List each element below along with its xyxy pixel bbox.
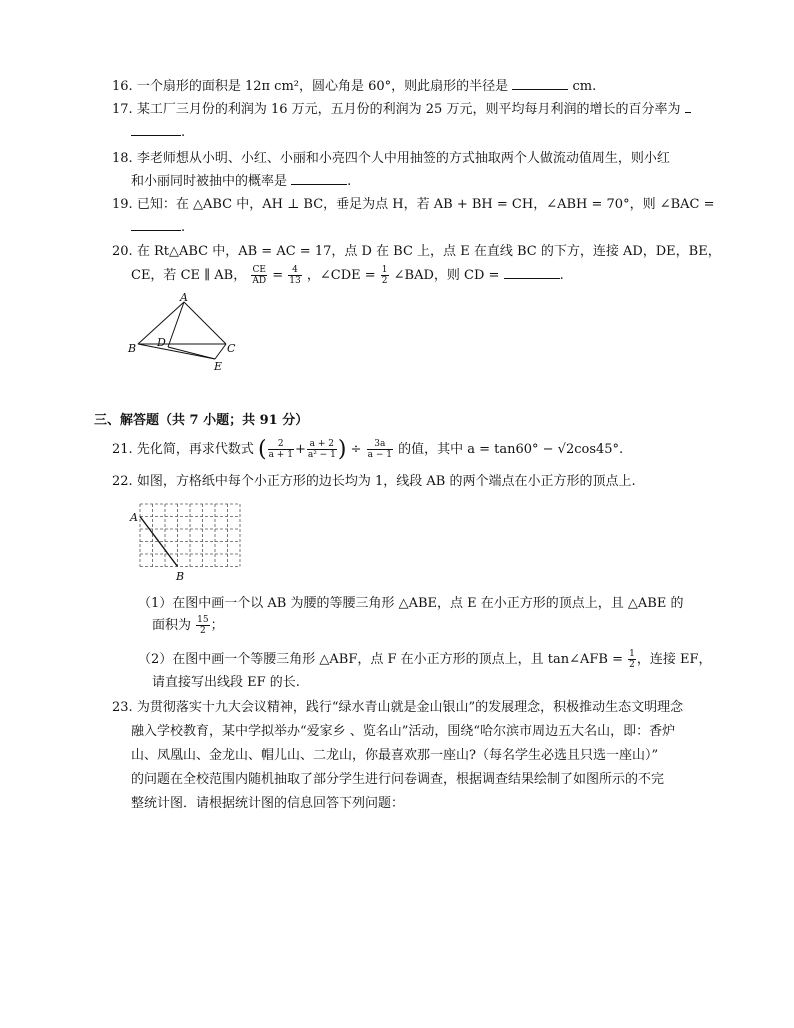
question-text: ，∠CDE =	[306, 268, 376, 283]
question-21: 21. 先化简，再求代数式 ( $\frac{2}{a + 1}$ + $\frac{a + 2}{\text{a² − 1}}$ ) ÷ $\frac{3a}{a - 1}$ 的值，其中 a = tan60° − √2cos45°.	[112, 436, 624, 462]
grid-figure	[128, 492, 250, 586]
label-b: B	[176, 570, 185, 583]
period: .	[559, 268, 564, 283]
fraction-3a-over-a1: $\frac{3a}{a - 1}$	[367, 439, 392, 460]
question-20	[112, 240, 721, 259]
equals-sign: =	[272, 268, 284, 283]
period: .	[347, 174, 352, 189]
question-text: 某工厂三月份的利润为 16 万元，五月份的利润为 25 万元，则平均每月利润的增长的百分率为	[136, 102, 681, 117]
question-text: 为贯彻落实十九大会议精神，践行“绿水青山就是金山银山”的发展理念，积极推动生态文明理念	[136, 700, 684, 715]
period: .	[181, 125, 186, 140]
question-text: 在 Rt△ABC 中，AB = AC = 17，点 D 在 BC 上，点 E 在直线 BC 的下方，连接 AD，DE，BE，	[136, 244, 721, 259]
question-number: 19.	[112, 197, 133, 212]
question-17-cont	[131, 121, 185, 140]
fraction-half: $\frac{1}{2}$	[381, 265, 388, 286]
semicolon: ；	[210, 618, 224, 633]
question-text: ，连接 EF，	[636, 652, 712, 667]
question-18-cont	[131, 170, 351, 189]
question-text: 先化简，再求代数式	[136, 442, 254, 457]
question-text: 请直接写出线段 EF 的长.	[152, 675, 300, 690]
label-d: D	[157, 336, 166, 349]
question-18	[112, 147, 670, 166]
question-23-line4: 的问题在全校范围内随机抽取了部分学生进行问卷调查，根据调查结果绘制了如图所示的不完	[131, 772, 665, 787]
divide-sign: ÷	[350, 442, 362, 457]
answer-blank[interactable]	[131, 216, 181, 231]
question-16	[112, 75, 596, 94]
question-text: 已知：在 △ABC 中，AH ⊥ BC，垂足为点 H，若 AB + BH = CH，∠ABH = 70°，则 ∠BAC =	[136, 197, 715, 212]
label-e: E	[214, 360, 223, 372]
question-text: ∠BAD，则 CD =	[393, 268, 500, 283]
question-text: 的值，其中 a = tan60° − √2cos45°.	[398, 442, 624, 457]
question-20-cont	[131, 264, 564, 286]
question-text: （2）在图中画一个等腰三角形 △ABF，点 F 在小正方形的顶点上，且 tan∠AFB =	[138, 652, 624, 667]
triangle-figure	[126, 290, 246, 372]
unit-text: cm.	[572, 79, 597, 94]
question-number: 23.	[112, 700, 133, 715]
period: .	[181, 220, 186, 235]
question-text: 一个扇形的面积是 12π cm²，圆心角是 60°，则此扇形的半径是	[136, 79, 509, 94]
plus-sign: +	[294, 442, 306, 457]
question-22-part2-cont	[152, 671, 300, 690]
question-text: 李老师想从小明、小红、小丽和小亮四个人中用抽签的方式抽取两个人做流动值周生，则小红	[136, 151, 670, 166]
question-text: 和小丽同时被抽中的概率是	[131, 174, 288, 189]
label-a: A	[180, 291, 188, 304]
question-number: 20.	[112, 244, 133, 259]
question-22-part1-cont	[152, 614, 224, 636]
fraction-ce-ad: $\frac{CE}{AD}$	[252, 265, 267, 286]
label-c: C	[227, 342, 236, 355]
question-17	[112, 98, 691, 117]
label-b: B	[128, 342, 137, 355]
question-number: 21.	[112, 442, 133, 457]
question-number: 18.	[112, 151, 133, 166]
question-number: 16.	[112, 79, 133, 94]
question-22-part2	[138, 648, 712, 670]
question-text: 如图，方格纸中每个小正方形的边长均为 1，线段 AB 的两个端点在小正方形的顶点上.	[136, 474, 636, 489]
question-text: （1）在图中画一个以 AB 为腰的等腰三角形 △ABE，点 E 在小正方形的顶点上，且 △ABE 的	[138, 596, 684, 611]
question-number: 22.	[112, 474, 133, 489]
question-23-line2: 融入学校教育，某中学拟举办“爱家乡 、览名山”活动，围绕“哈尔滨市周边五大名山，即：香炉	[131, 724, 676, 739]
answer-blank-start	[685, 98, 691, 113]
answer-blank[interactable]	[512, 75, 568, 90]
fraction-1-2: $\frac{1}{2}$	[629, 649, 635, 670]
question-19	[112, 193, 715, 212]
answer-blank[interactable]	[291, 170, 347, 185]
question-22-part1	[138, 592, 684, 611]
question-22	[112, 470, 636, 489]
fraction-a2-over-a21: $\frac{a + 2}{\text{a² − 1}}$	[307, 439, 336, 460]
fraction-2-over-a1: $\frac{2}{a + 1}$	[268, 439, 293, 460]
question-23-line3: 山、凤凰山、金龙山、帽儿山、二龙山，你最喜欢那一座山?（每名学生必选且只选一座山）”	[131, 748, 659, 763]
section-title: 三、解答题（共 7 小题；共 91 分）	[94, 413, 309, 428]
answer-blank[interactable]	[504, 264, 560, 279]
label-a: A	[130, 511, 138, 524]
question-19-cont	[131, 216, 185, 235]
question-text: CE，若 CE ∥ AB，	[131, 268, 247, 283]
question-number: 17.	[112, 102, 133, 117]
question-23-line5: 整统计图．请根据统计图的信息回答下列问题：	[131, 796, 405, 811]
question-text: 面积为	[152, 618, 192, 633]
fraction-4-13: $\frac{4}{13}$	[289, 265, 301, 286]
fraction-15-2: $\frac{15}{2}$	[197, 615, 209, 636]
question-23	[112, 696, 683, 715]
answer-blank[interactable]	[131, 121, 181, 136]
